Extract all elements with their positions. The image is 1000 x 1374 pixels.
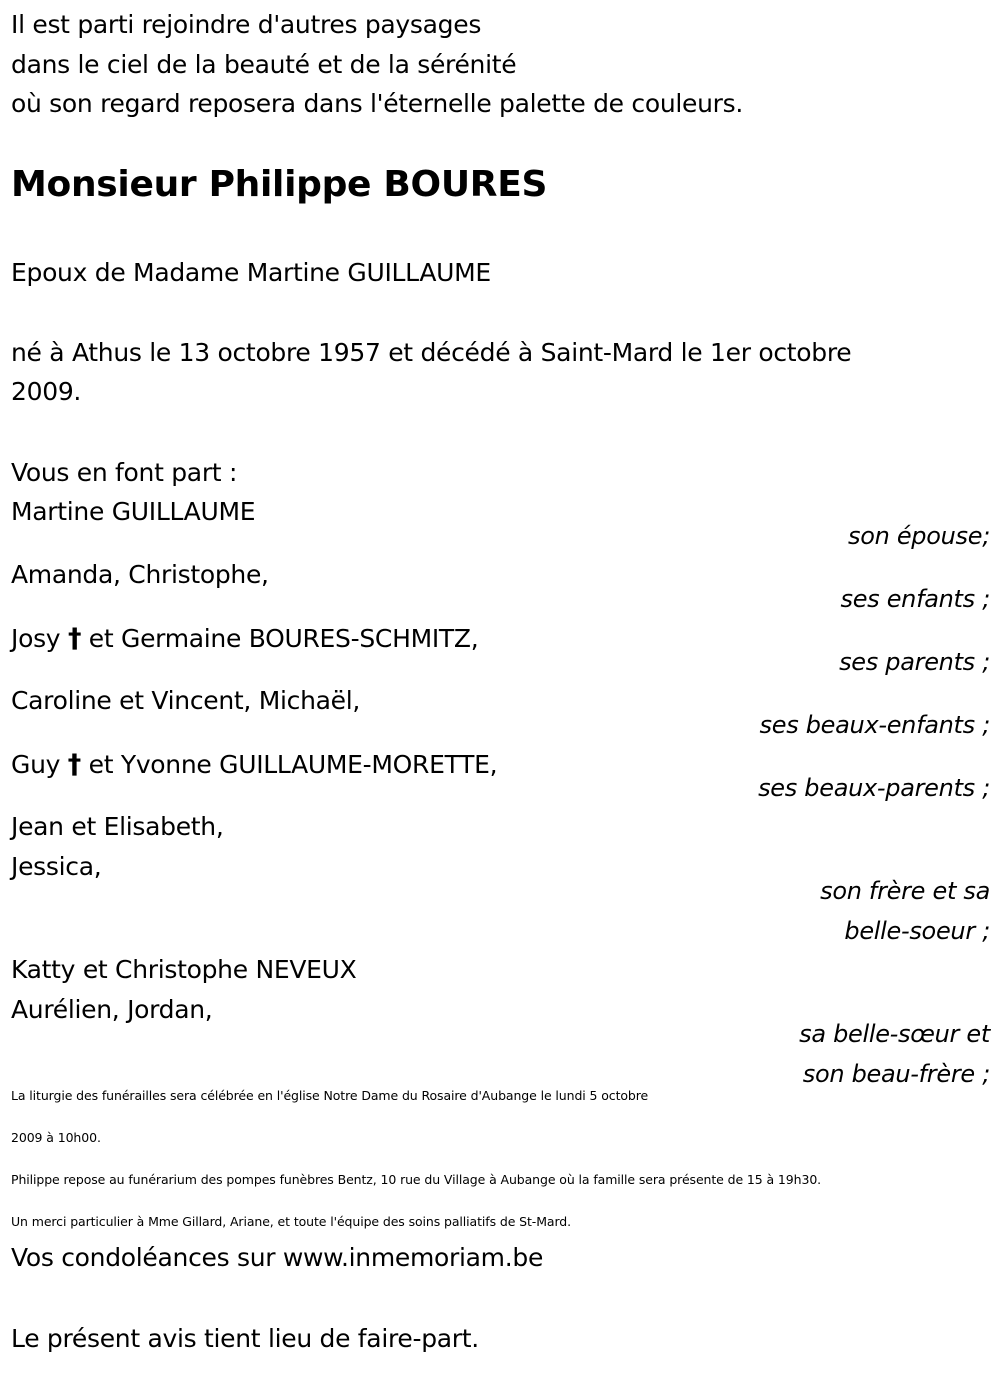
- deceased-name-title: Monsieur Philippe BOURES: [11, 164, 548, 205]
- funerarium-notice: Philippe repose au funérarium des pompes funèbres Bentz, 10 rue du Village à Aubange où la famille sera présente de 15 à 19h30.: [11, 1172, 822, 1187]
- funeral-notice-line-2: 2009 à 10h00.: [11, 1130, 101, 1145]
- spouse-line: Epoux de Madame Martine GUILLAUME: [11, 258, 491, 287]
- family-names: [11, 623, 478, 654]
- closing-line: Le présent avis tient lieu de faire-part.: [11, 1324, 479, 1353]
- family-relation: son épouse;: [848, 522, 990, 550]
- family-relation: son frère et sa: [820, 877, 990, 905]
- family-names: Jessica,: [11, 852, 102, 881]
- family-relation: ses beaux-parents ;: [758, 774, 990, 802]
- family-names: Katty et Christophe NEVEUX: [11, 955, 357, 984]
- family-relation: ses parents ;: [839, 648, 990, 676]
- family-names: Martine GUILLAUME: [11, 497, 256, 526]
- family-name-part: et Yvonne GUILLAUME-MORETTE,: [80, 750, 498, 779]
- funeral-notice-line-1: La liturgie des funérailles sera célébrée en l'église Notre Dame du Rosaire d'Aubange le lundi 5 octobre: [11, 1088, 649, 1103]
- family-relation: belle-soeur ;: [844, 917, 990, 945]
- poem-line-1: Il est parti rejoindre d'autres paysages: [11, 10, 482, 39]
- birth-death-line-1: né à Athus le 13 octobre 1957 et décédé à Saint-Mard le 1er octobre: [11, 338, 852, 367]
- condolences-line: Vos condoléances sur www.inmemoriam.be: [11, 1243, 544, 1272]
- announce-intro: Vous en font part :: [11, 458, 238, 487]
- family-names: Aurélien, Jordan,: [11, 995, 213, 1024]
- thanks-notice: Un merci particulier à Mme Gillard, Ariane, et toute l'équipe des soins palliatifs de St-Mard.: [11, 1214, 571, 1229]
- family-names: [11, 749, 497, 780]
- family-relation: ses beaux-enfants ;: [759, 711, 990, 739]
- cross-icon: †: [67, 749, 81, 780]
- family-relation: sa belle-sœur et: [799, 1020, 990, 1048]
- birth-death-line-2: 2009.: [11, 377, 82, 406]
- family-name-part: et Germaine BOURES-SCHMITZ,: [81, 624, 479, 653]
- family-names: Amanda, Christophe,: [11, 560, 269, 589]
- poem-line-2: dans le ciel de la beauté et de la sérénité: [11, 50, 517, 79]
- family-name-part: Guy: [11, 750, 68, 779]
- family-name-part: Josy: [11, 624, 68, 653]
- family-names: Jean et Elisabeth,: [11, 812, 224, 841]
- family-names: Caroline et Vincent, Michaël,: [11, 686, 361, 715]
- family-relation: ses enfants ;: [840, 585, 990, 613]
- family-relation: son beau-frère ;: [802, 1060, 990, 1088]
- poem-line-3: où son regard reposera dans l'éternelle palette de couleurs.: [11, 89, 744, 118]
- cross-icon: †: [67, 623, 82, 654]
